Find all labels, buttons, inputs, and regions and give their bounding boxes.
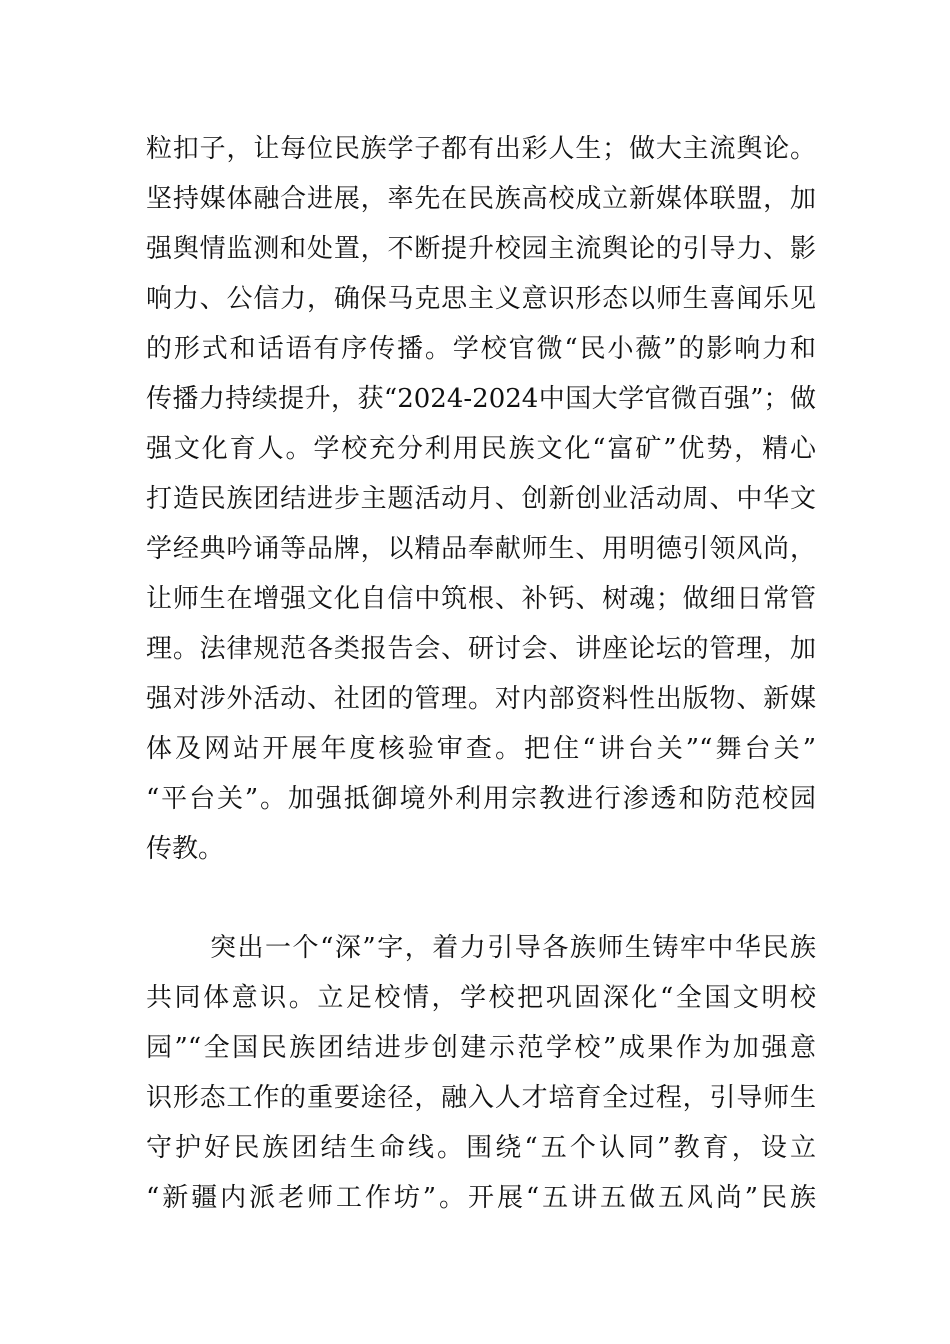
paragraph-1 bbox=[146, 124, 816, 874]
text-line: 识形态工作的重要途径，融入人才培育全过程，引导师生 bbox=[146, 1083, 816, 1113]
text-line: 粒扣子，让每位民族学子都有出彩人生；做大主流舆论。 bbox=[146, 134, 816, 164]
text-line: 体及网站开展年度核验审查。把住“讲台关”“舞台关” bbox=[146, 734, 816, 764]
text-line: 传播力持续提升，获“2024-2024中国大学官微百强”；做 bbox=[146, 384, 816, 414]
text-line: 共同体意识。立足校情，学校把巩固深化“全国文明校 bbox=[146, 983, 816, 1013]
text-line: 强舆情监测和处置，不断提升校园主流舆论的引导力、影 bbox=[146, 234, 816, 264]
text-line: 响力、公信力，确保马克思主义意识形态以师生喜闻乐见 bbox=[146, 284, 816, 314]
text-line: “新疆内派老师工作坊”。开展“五讲五做五风尚”民族 bbox=[146, 1183, 816, 1213]
text-line-last: 传教。 bbox=[146, 834, 225, 864]
paragraph-2 bbox=[146, 923, 816, 1223]
text-line-first: 突出一个“深”字，着力引导各族师生铸牢中华民族 bbox=[210, 933, 816, 963]
text-line: “平台关”。加强抵御境外利用宗教进行渗透和防范校园 bbox=[146, 784, 816, 814]
text-line: 打造民族团结进步主题活动月、创新创业活动周、中华文 bbox=[146, 484, 816, 514]
text-line: 强对涉外活动、社团的管理。对内部资料性出版物、新媒 bbox=[146, 684, 816, 714]
text-line: 园”“全国民族团结进步创建示范学校”成果作为加强意 bbox=[146, 1033, 816, 1063]
text-line: 的形式和话语有序传播。学校官微“民小薇”的影响力和 bbox=[146, 334, 816, 364]
text-line: 守护好民族团结生命线。围绕“五个认同”教育，设立 bbox=[146, 1133, 816, 1163]
text-line: 强文化育人。学校充分利用民族文化“富矿”优势，精心 bbox=[146, 434, 816, 464]
text-line: 理。法律规范各类报告会、研讨会、讲座论坛的管理，加 bbox=[146, 634, 816, 664]
text-line: 让师生在增强文化自信中筑根、补钙、树魂；做细日常管 bbox=[146, 584, 816, 614]
text-line: 学经典吟诵等品牌，以精品奉献师生、用明德引领风尚， bbox=[146, 534, 816, 564]
text-line: 坚持媒体融合进展，率先在民族高校成立新媒体联盟，加 bbox=[146, 184, 816, 214]
